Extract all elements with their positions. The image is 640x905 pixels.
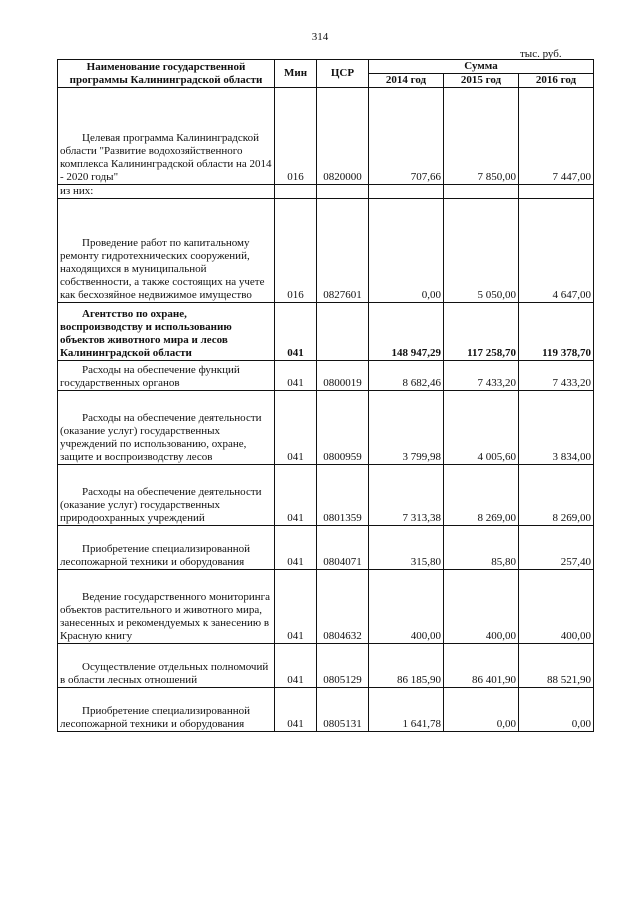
row-csr: 0801359 (317, 465, 369, 526)
row-2016: 0,00 (519, 688, 594, 732)
row-name: Приобретение специализированной лесопожарной техники и оборудования (58, 526, 275, 570)
header-name (58, 60, 275, 88)
row-min: 016 (275, 88, 317, 185)
units-label: тыс. руб. (520, 48, 562, 60)
row-2014: 707,66 (369, 88, 444, 185)
budget-table-wrapper (57, 59, 593, 732)
table-row (58, 88, 594, 185)
row-min (275, 185, 317, 199)
row-2016: 119 378,70 (519, 303, 594, 361)
header-name-line1: Наименование государственной (86, 60, 246, 73)
table-row (58, 391, 594, 465)
row-2014: 1 641,78 (369, 688, 444, 732)
table-row (58, 185, 594, 199)
row-2014 (369, 185, 444, 199)
row-csr: 0800959 (317, 391, 369, 465)
header-name-line2: программы Калининградской области (69, 73, 263, 86)
header-2015: 2015 год (444, 74, 519, 88)
row-name: Расходы на обеспечение деятельности (оказание услуг) государственных учреждений по использованию, охране, защите и воспроизводству лесов (58, 391, 275, 465)
row-2014: 400,00 (369, 570, 444, 644)
row-name: Осуществление отдельных полномочий в области лесных отношений (58, 644, 275, 688)
table-row (58, 570, 594, 644)
row-min: 016 (275, 199, 317, 303)
row-2015: 7 433,20 (444, 361, 519, 391)
row-2015: 117 258,70 (444, 303, 519, 361)
row-2016: 4 647,00 (519, 199, 594, 303)
row-name: Целевая программа Калининградской области "Развитие водохозяйственного комплекса Калининградской области на 2014 - 2020 годы" (58, 88, 275, 185)
page-number: 314 (311, 31, 329, 43)
header-min: Мин (275, 60, 317, 88)
row-2016: 3 834,00 (519, 391, 594, 465)
row-2014: 315,80 (369, 526, 444, 570)
row-name: Расходы на обеспечение функций государственных органов (58, 361, 275, 391)
row-min: 041 (275, 644, 317, 688)
budget-table (57, 59, 594, 732)
row-csr: 0805129 (317, 644, 369, 688)
row-2015: 5 050,00 (444, 199, 519, 303)
row-csr: 0800019 (317, 361, 369, 391)
row-min: 041 (275, 361, 317, 391)
row-2014: 86 185,90 (369, 644, 444, 688)
row-2015 (444, 185, 519, 199)
row-name: Ведение государственного мониторинга объектов растительного и животного мира, занесенных и рекомендуемых к занесению в Красную книгу (58, 570, 275, 644)
header-2014: 2014 год (369, 74, 444, 88)
row-csr: 0804071 (317, 526, 369, 570)
table-row (58, 465, 594, 526)
row-name: Расходы на обеспечение деятельности (оказание услуг) государственных природоохранных учреждений (58, 465, 275, 526)
table-row (58, 303, 594, 361)
row-2015: 86 401,90 (444, 644, 519, 688)
row-2015: 85,80 (444, 526, 519, 570)
row-csr (317, 185, 369, 199)
row-2014: 8 682,46 (369, 361, 444, 391)
row-2016 (519, 185, 594, 199)
row-2016: 400,00 (519, 570, 594, 644)
row-2015: 400,00 (444, 570, 519, 644)
row-csr: 0827601 (317, 199, 369, 303)
row-min: 041 (275, 391, 317, 465)
row-2016: 88 521,90 (519, 644, 594, 688)
row-2016: 7 433,20 (519, 361, 594, 391)
row-name: Проведение работ по капитальному ремонту гидротехнических сооружений, находящихся в муниципальной собственности, а также состоящих на учете как бесхозяйное недвижимое имущество (58, 199, 275, 303)
row-2015: 7 850,00 (444, 88, 519, 185)
row-min: 041 (275, 570, 317, 644)
table-row (58, 361, 594, 391)
row-2015: 0,00 (444, 688, 519, 732)
row-2014: 7 313,38 (369, 465, 444, 526)
row-min: 041 (275, 526, 317, 570)
table-row (58, 688, 594, 732)
row-min: 041 (275, 465, 317, 526)
row-name: Агентство по охране, воспроизводству и использованию объектов животного мира и лесов Калининградской области (58, 303, 275, 361)
table-row (58, 526, 594, 570)
row-csr (317, 303, 369, 361)
row-2016: 7 447,00 (519, 88, 594, 185)
header-csr: ЦСР (317, 60, 369, 88)
row-csr: 0805131 (317, 688, 369, 732)
row-2016: 8 269,00 (519, 465, 594, 526)
row-2014: 3 799,98 (369, 391, 444, 465)
row-min: 041 (275, 303, 317, 361)
row-2014: 0,00 (369, 199, 444, 303)
row-name: из них: (58, 185, 275, 199)
row-2015: 8 269,00 (444, 465, 519, 526)
table-row (58, 644, 594, 688)
row-2014: 148 947,29 (369, 303, 444, 361)
header-sum: Сумма (369, 60, 594, 74)
table-row (58, 199, 594, 303)
row-2015: 4 005,60 (444, 391, 519, 465)
row-name: Приобретение специализированной лесопожарной техники и оборудования (58, 688, 275, 732)
row-csr: 0804632 (317, 570, 369, 644)
row-min: 041 (275, 688, 317, 732)
row-csr: 0820000 (317, 88, 369, 185)
header-2016: 2016 год (519, 74, 594, 88)
row-2016: 257,40 (519, 526, 594, 570)
